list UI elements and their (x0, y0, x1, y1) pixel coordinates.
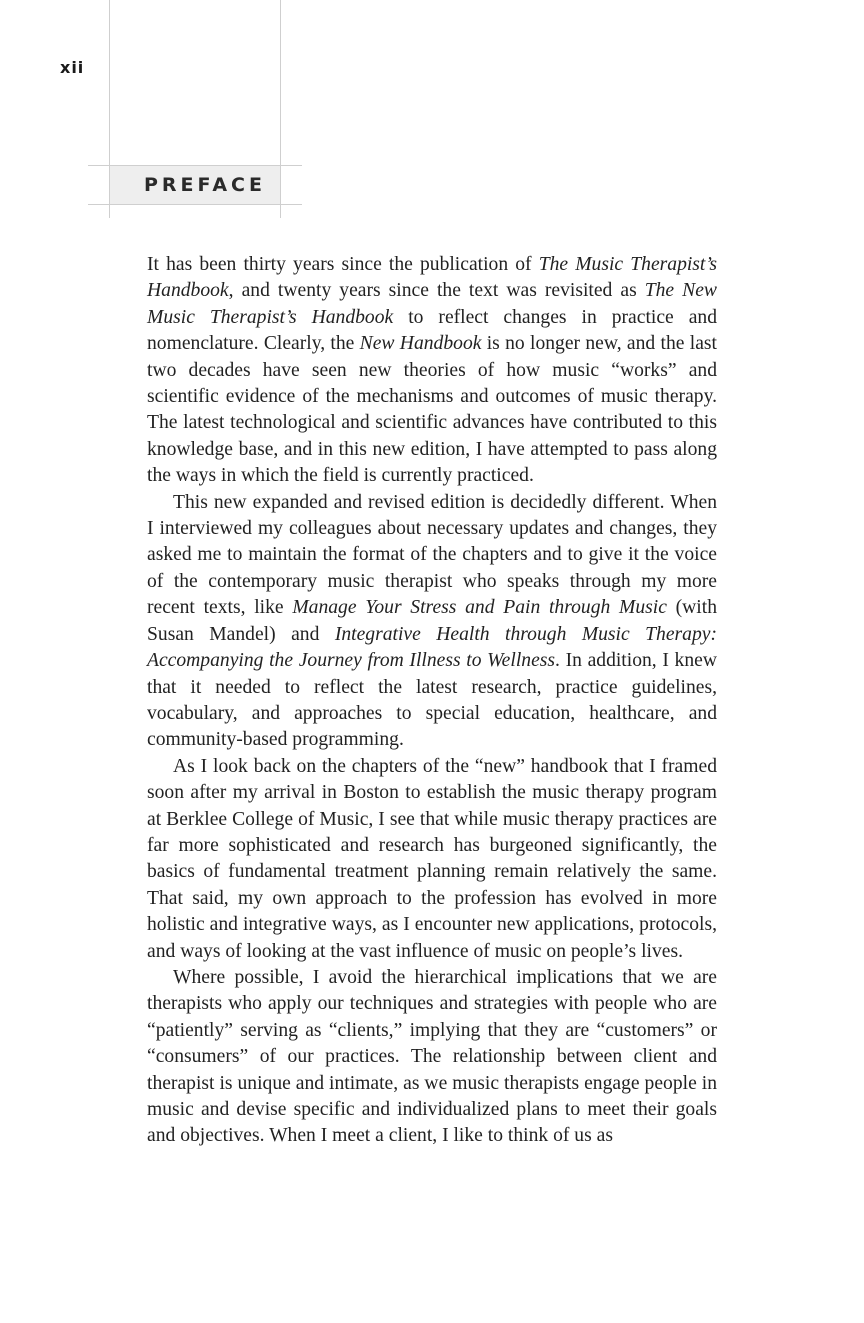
rule-horizontal-bottom (88, 204, 302, 205)
title-citation: The New Music Therapist’s Handbook (147, 280, 717, 328)
page-number: xii (60, 58, 85, 77)
text-run: As I look back on the chapters of the “new” handbook that I framed soon after my arrival in Boston to establish the music therapy program at Berklee College of Music, I see that while music therapy practices are far more sophisticated and research has burgeoned significantly, the basics of fundamental treatment planning remain relatively the same. That said, my own approach to the profession has evolved in more holistic and integrative ways, as I encounter new applications, protocols, and ways of looking at the vast influence of music on people’s lives. (147, 755, 717, 962)
paragraph-2 (147, 490, 717, 754)
section-title: PREFACE (144, 174, 266, 196)
paragraph-3 (147, 754, 717, 965)
title-citation: New Handbook (359, 333, 482, 355)
text-run: . In addition, I knew that it needed to reflect the latest research, practice guidelines, vocabulary, and approaches to special education, healthcare, and community-based programming. (147, 650, 717, 751)
rule-horizontal-top (88, 165, 302, 166)
rule-vertical-right (280, 0, 281, 218)
text-run: , and twenty years since the text was revisited as (228, 280, 645, 302)
body-text (147, 252, 717, 1150)
text-run: (with Susan Mandel) and (147, 597, 717, 645)
text-run: It has been thirty years since the publication of (147, 254, 539, 275)
title-citation: Manage Your Stress and Pain through Music (292, 597, 667, 619)
text-run: This new expanded and revised edition is decidedly different. When I interviewed my colleagues about necessary updates and changes, they asked me to maintain the format of the chapters and to give it the voice of the contemporary music therapist who speaks through my more recent texts, like (147, 491, 717, 619)
text-run: Where possible, I avoid the hierarchical implications that we are therapists who apply our techniques and strategies with people who are “patiently” serving as “clients,” implying that they are “customers” or “consumers” of our practices. The relationship between client and therapist is unique and intimate, as we music therapists engage people in music and devise specific and individualized plans to meet their goals and objectives. When I meet a client, I like to think of us as (147, 966, 717, 1147)
text-run: to reflect changes in practice and nomenclature. Clearly, the (147, 306, 717, 355)
paragraph-1 (147, 252, 717, 490)
paragraph-4 (147, 965, 717, 1150)
title-citation: Integrative Health through Music Therapy: Accompanying the Journey from Illness to Wellness (147, 623, 717, 672)
title-citation: The Music Therapist’s Handbook (147, 254, 717, 302)
text-run: is no longer new, and the last two decades have seen new theories of how music “works” and scientific evidence of the mechanisms and outcomes of music therapy. The latest technological and scientific advances have contributed to this knowledge base, and in this new edition, I have attempted to pass along the ways in which the field is currently practiced. (147, 333, 717, 487)
